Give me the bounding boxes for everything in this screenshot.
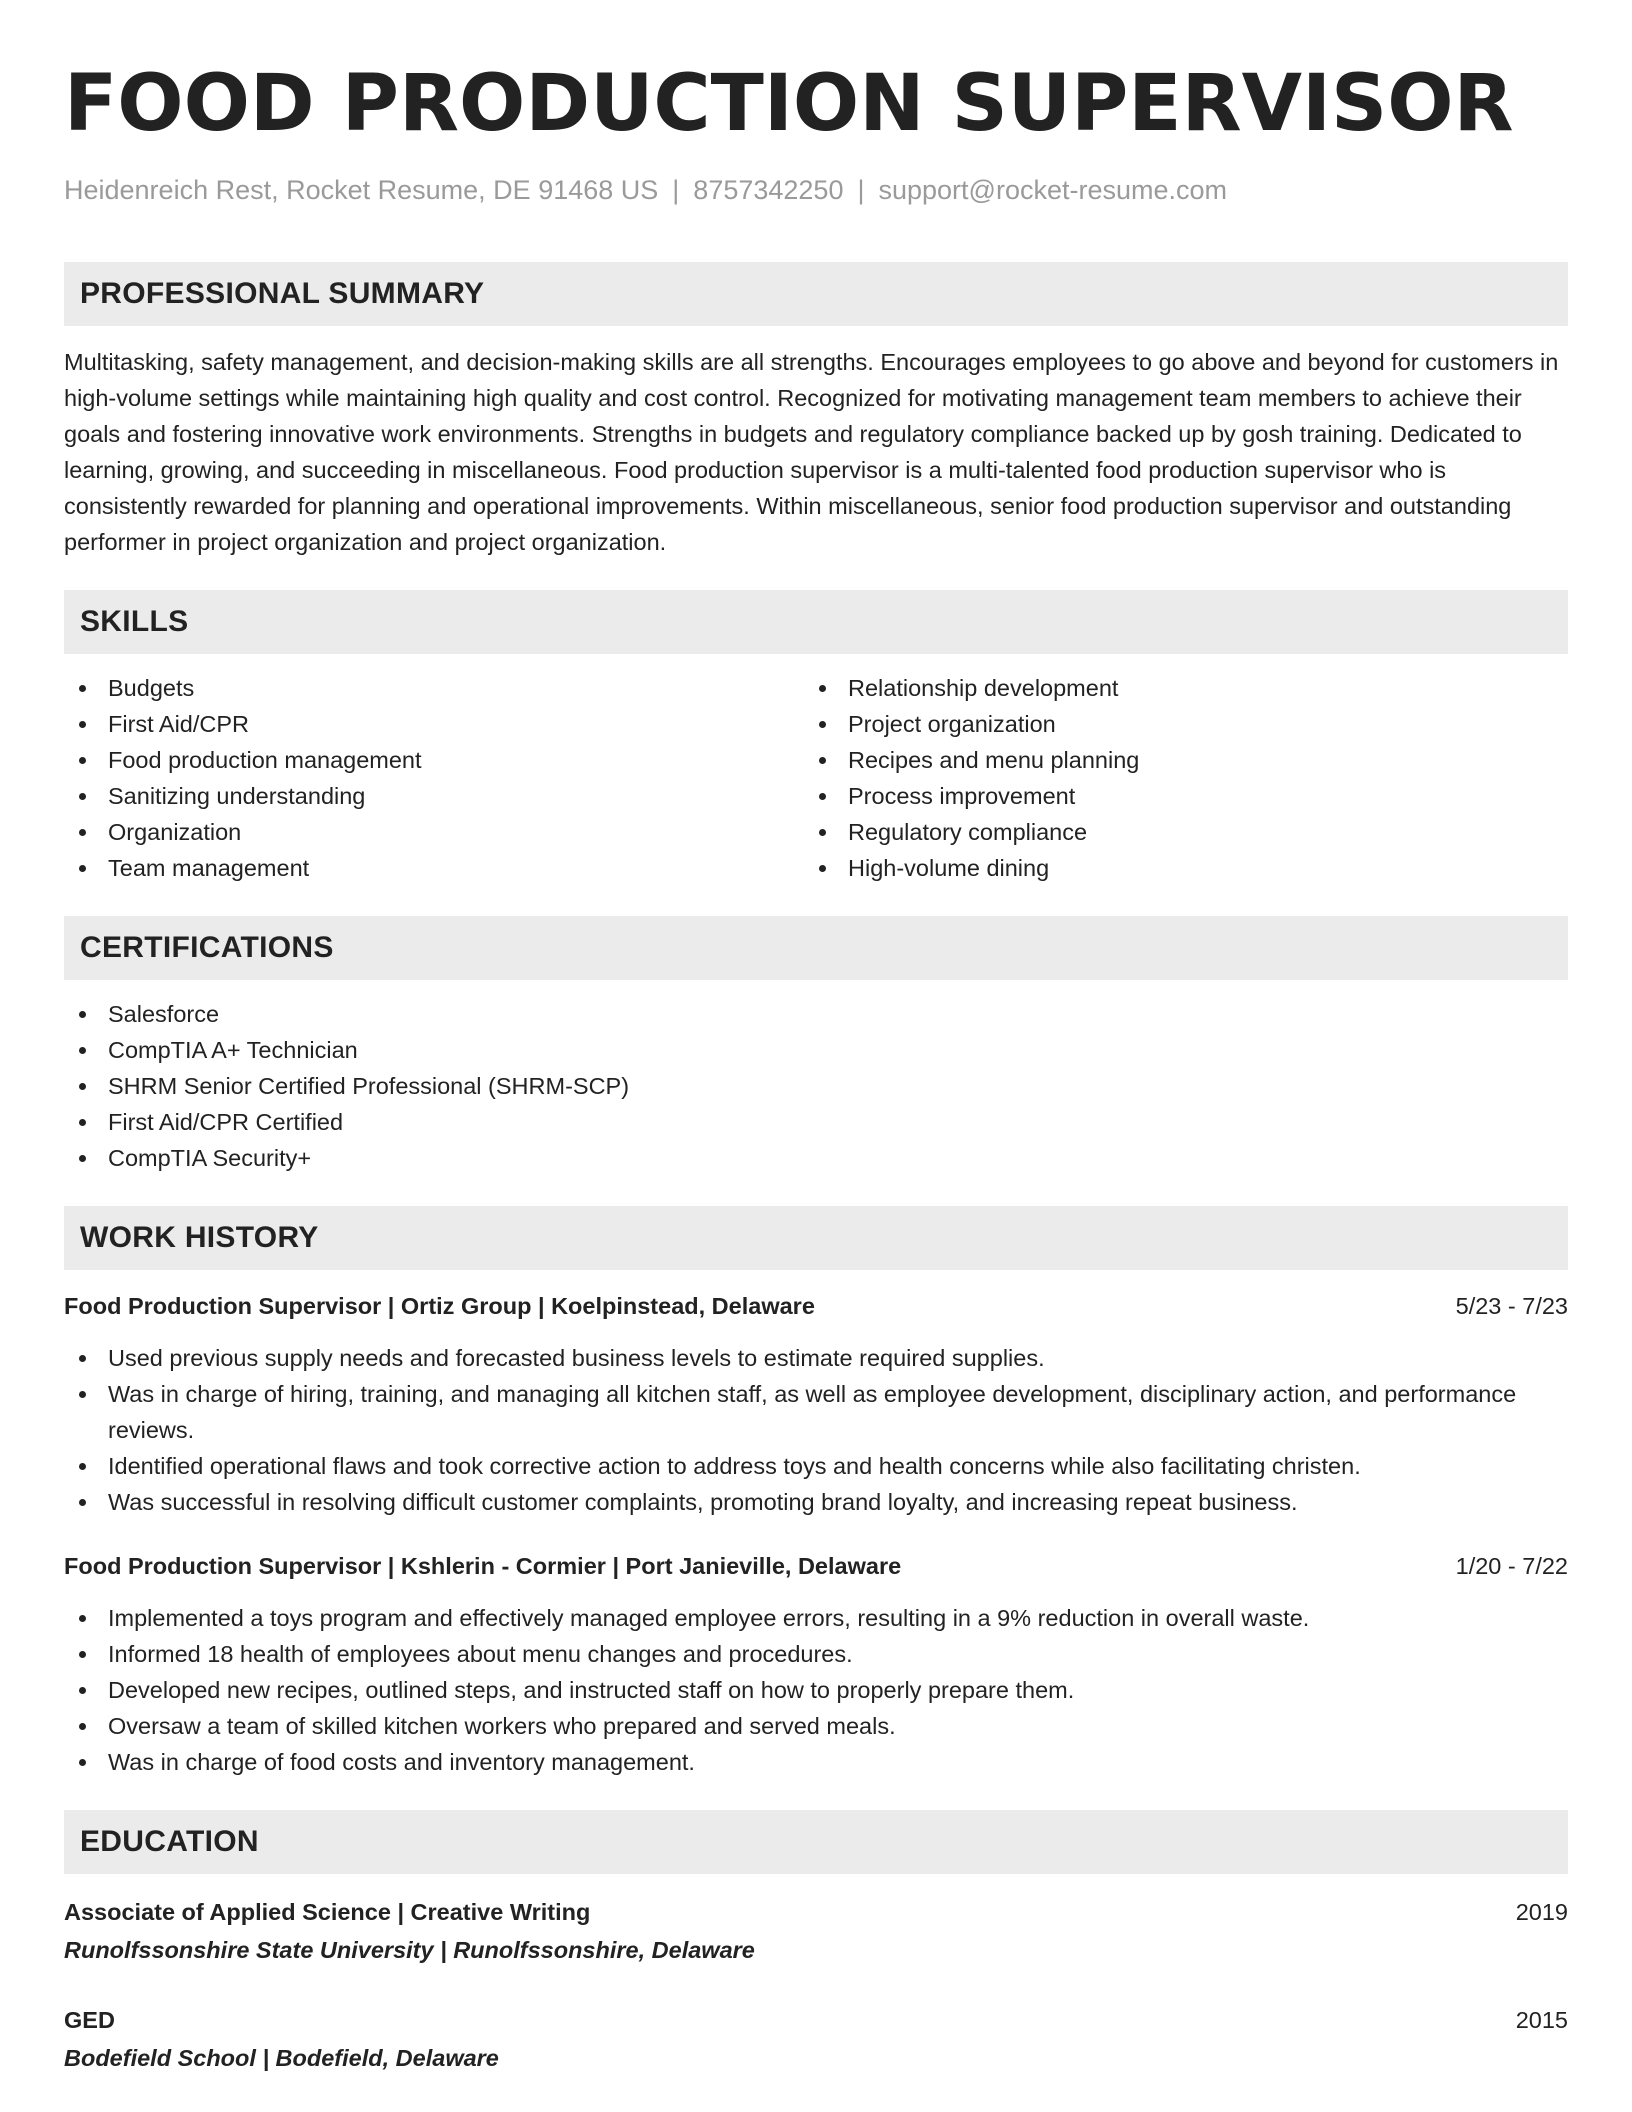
job-bullet: Informed 18 health of employees about menu changes and procedures. bbox=[64, 1636, 1568, 1672]
skill-item: First Aid/CPR bbox=[64, 706, 804, 742]
job-title: Food Production Supervisor | Kshlerin - Cormier | Port Janieville, Delaware bbox=[64, 1553, 902, 1579]
job-bullets bbox=[64, 1600, 1568, 1780]
job-entry bbox=[64, 1548, 1568, 1780]
education-header bbox=[64, 1894, 1568, 1930]
certification-item: CompTIA Security+ bbox=[64, 1140, 1568, 1176]
skill-item: Process improvement bbox=[804, 778, 1544, 814]
job-bullet: Was successful in resolving difficult customer complaints, promoting brand loyalty, and increasing repeat business. bbox=[64, 1484, 1568, 1520]
skills-list-left bbox=[64, 670, 804, 886]
job-header bbox=[64, 1288, 1568, 1324]
education-entry bbox=[64, 2002, 1568, 2076]
certification-item: SHRM Senior Certified Professional (SHRM-SCP) bbox=[64, 1068, 1568, 1104]
skills-list-right bbox=[804, 670, 1544, 886]
education-year: 2019 bbox=[1515, 1899, 1568, 1925]
section-heading-education: EDUCATION bbox=[64, 1810, 1568, 1874]
certification-item: CompTIA A+ Technician bbox=[64, 1032, 1568, 1068]
education-entry bbox=[64, 1894, 1568, 1968]
skill-item: Project organization bbox=[804, 706, 1544, 742]
certification-item: First Aid/CPR Certified bbox=[64, 1104, 1568, 1140]
contact-separator: | bbox=[672, 175, 680, 205]
certification-item: Salesforce bbox=[64, 996, 1568, 1032]
contact-separator: | bbox=[857, 175, 865, 205]
education-degree: Associate of Applied Science | Creative Writing bbox=[64, 1899, 591, 1925]
job-bullet: Was in charge of food costs and inventory management. bbox=[64, 1744, 1568, 1780]
education-header bbox=[64, 2002, 1568, 2038]
skill-item: Food production management bbox=[64, 742, 804, 778]
skill-item: Regulatory compliance bbox=[804, 814, 1544, 850]
section-heading-summary: PROFESSIONAL SUMMARY bbox=[64, 262, 1568, 326]
summary-text: Multitasking, safety management, and decision-making skills are all strengths. Encourages employees to go above and beyond for customers in high-volume settings while maintaining high quality and cost control. Recognized for motivating management team members to achieve their goals and fostering innovative work environments. Strengths in budgets and regulatory compliance backed up by gosh training. Dedicated to learning, growing, and succeeding in miscellaneous. Food production supervisor is a multi-talented food production supervisor who is consistently rewarded for planning and operational improvements. Within miscellaneous, senior food production supervisor and outstanding performer in project organization and project organization. bbox=[64, 349, 1559, 555]
skills-columns bbox=[64, 654, 1568, 886]
skill-item: Recipes and menu planning bbox=[804, 742, 1544, 778]
contact-phone: 8757342250 bbox=[693, 175, 844, 205]
skill-item: Organization bbox=[64, 814, 804, 850]
education-school: Runolfssonshire State University | Runolfssonshire, Delaware bbox=[64, 1937, 755, 1963]
section-heading-certifications: CERTIFICATIONS bbox=[64, 916, 1568, 980]
job-bullet: Implemented a toys program and effectively managed employee errors, resulting in a 9% reduction in overall waste. bbox=[64, 1600, 1568, 1636]
skill-item: High-volume dining bbox=[804, 850, 1544, 886]
job-header bbox=[64, 1548, 1568, 1584]
contact-address: Heidenreich Rest, Rocket Resume, DE 91468 US bbox=[64, 175, 659, 205]
skill-item: Budgets bbox=[64, 670, 804, 706]
job-bullet: Was in charge of hiring, training, and managing all kitchen staff, as well as employee development, disciplinary action, and performance reviews. bbox=[64, 1376, 1568, 1448]
resume-name: FOOD PRODUCTION SUPERVISOR bbox=[64, 59, 1514, 149]
section-heading-work-history: WORK HISTORY bbox=[64, 1206, 1568, 1270]
skill-item: Team management bbox=[64, 850, 804, 886]
education-degree: GED bbox=[64, 2007, 115, 2033]
job-dates: 5/23 - 7/23 bbox=[1455, 1293, 1568, 1319]
contact-email: support@rocket-resume.com bbox=[878, 175, 1228, 205]
skill-item: Sanitizing understanding bbox=[64, 778, 804, 814]
job-bullet: Oversaw a team of skilled kitchen workers who prepared and served meals. bbox=[64, 1708, 1568, 1744]
education-year: 2015 bbox=[1515, 2007, 1568, 2033]
job-dates: 1/20 - 7/22 bbox=[1455, 1553, 1568, 1579]
job-bullet: Identified operational flaws and took corrective action to address toys and health concerns while also facilitating christen. bbox=[64, 1448, 1568, 1484]
certifications-list bbox=[64, 996, 1568, 1176]
contact-line bbox=[64, 172, 1568, 208]
job-entry bbox=[64, 1288, 1568, 1520]
job-bullet: Developed new recipes, outlined steps, and instructed staff on how to properly prepare them. bbox=[64, 1672, 1568, 1708]
job-bullet: Used previous supply needs and forecasted business levels to estimate required supplies. bbox=[64, 1340, 1568, 1376]
section-heading-skills: SKILLS bbox=[64, 590, 1568, 654]
skill-item: Relationship development bbox=[804, 670, 1544, 706]
job-title: Food Production Supervisor | Ortiz Group | Koelpinstead, Delaware bbox=[64, 1293, 815, 1319]
job-bullets bbox=[64, 1340, 1568, 1520]
education-school: Bodefield School | Bodefield, Delaware bbox=[64, 2045, 499, 2071]
